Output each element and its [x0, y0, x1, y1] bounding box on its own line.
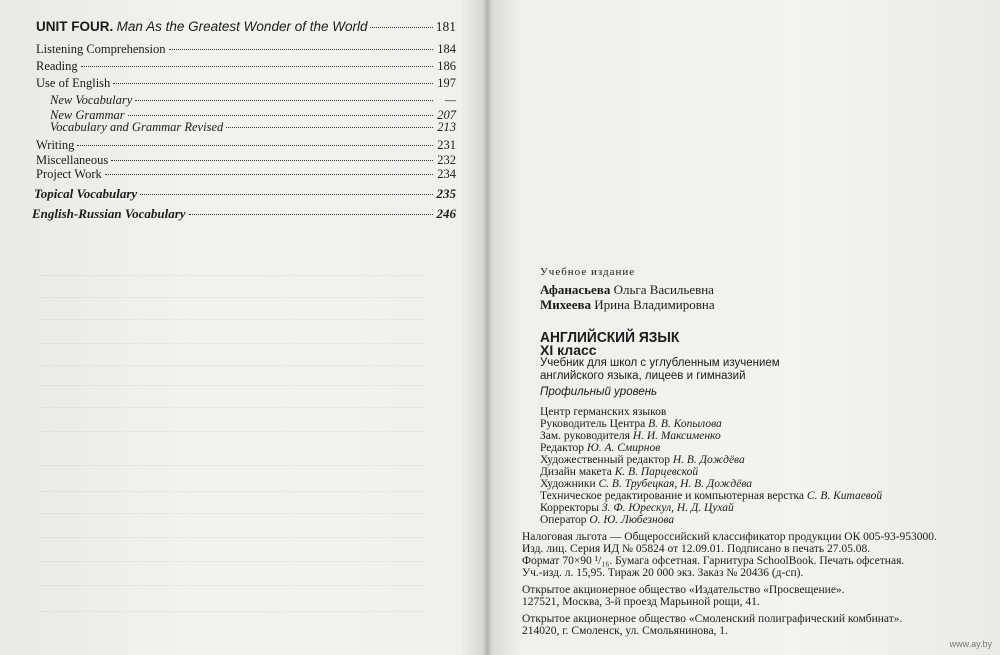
publisher-line-1: Открытое акционерное общество «Издательство «Просвещение». [522, 584, 845, 596]
toc-item [36, 42, 456, 56]
toc-leader [128, 115, 433, 116]
credit-line [540, 454, 745, 466]
author-2-surname: Михеева [540, 297, 591, 312]
credit-line [540, 466, 698, 478]
book-level: Профильный уровень [540, 386, 658, 398]
credit-role: Художники [540, 478, 596, 490]
author-2 [540, 297, 715, 313]
toc-leader [113, 83, 433, 84]
toc-leader [140, 194, 433, 195]
toc-item-label: Reading [36, 59, 78, 73]
site-watermark: www.ay.by [949, 639, 992, 649]
tax-line: Налоговая льгота — Общероссийский классификатор продукции ОК 005-93-953000. [522, 531, 937, 543]
credit-line [540, 478, 752, 490]
author-1-name: Ольга Васильевна [613, 282, 714, 297]
credit-line [540, 430, 721, 442]
license-line: Изд. лиц. Серия ИД № 05824 от 12.09.01. Подписано в печать 27.05.08. [522, 543, 871, 555]
credit-name: С. В. Трубецкая, Н. В. Дождёва [598, 478, 752, 490]
toc-leader [226, 127, 433, 128]
credit-line [540, 514, 674, 526]
credit-role: Редактор [540, 442, 584, 454]
toc-leader [81, 66, 433, 67]
toc-english-russian-vocabulary [32, 207, 456, 221]
format-line: Формат 70×90 ¹/₁₆. Бумага офсетная. Гарнитура SchoolBook. Печать офсетная. [522, 555, 905, 567]
toc-page-number: 197 [437, 76, 456, 90]
publisher-line-2: 127521, Москва, 3-й проезд Марьиной рощи, 41. [522, 596, 760, 608]
toc-subitem [50, 120, 456, 134]
credit-name: С. В. Китаевой [806, 490, 883, 502]
credit-line [540, 490, 882, 502]
toc-leader [77, 145, 433, 146]
toc-page-number: 181 [435, 19, 456, 34]
toc-page-number: 184 [437, 42, 456, 56]
toc-leader [105, 174, 433, 175]
toc-subitem-label: Vocabulary and Grammar Revised [50, 120, 224, 134]
toc-unit-title: Man As the Greatest Wonder of the World [116, 19, 368, 34]
credit-line [540, 442, 660, 454]
toc-page-number: 186 [437, 59, 456, 73]
toc-page-number: 213 [437, 120, 456, 134]
credit-role: Руководитель Центра [540, 418, 646, 430]
toc-leader [111, 160, 433, 161]
book-description-line-1: Учебник для школ с углубленным изучением [540, 357, 780, 369]
toc-page-number: 232 [437, 153, 456, 167]
credit-role: Художественный редактор [540, 454, 670, 466]
credit-role: Центр германских языков [540, 406, 667, 418]
toc-item-label: English-Russian Vocabulary [32, 206, 186, 221]
contents-page [0, 0, 484, 655]
author-1-surname: Афанасьева [540, 282, 611, 297]
credit-name: Ю. А. Смирнов [586, 442, 661, 454]
toc-item-label: Writing [36, 138, 75, 152]
toc-page-number: 235 [436, 186, 456, 201]
toc-page-number: 207 [437, 108, 456, 122]
toc-item-label: Project Work [36, 167, 102, 181]
toc-item [36, 138, 456, 152]
author-2-name: Ирина Владимировна [594, 297, 715, 312]
print-run-line: Уч.-изд. л. 15,95. Тираж 20 000 экз. Заказ № 20436 (д-сп). [522, 567, 804, 579]
book-description-line-2: английского языка, лицеев и гимназий [540, 370, 746, 382]
credit-name: Н. И. Максименко [632, 430, 721, 442]
credit-role: Корректоры [540, 502, 599, 514]
toc-subitem-label: New Vocabulary [50, 93, 133, 107]
toc-unit-label: UNIT FOUR. [36, 19, 114, 34]
book-title: АНГЛИЙСКИЙ ЯЗЫК [540, 330, 680, 346]
edition-type: Учебное издание [540, 266, 636, 278]
toc-leader [189, 214, 433, 215]
toc-subitem [50, 93, 456, 107]
book-grade: XI класс [540, 342, 597, 358]
credit-name: З. Ф. Юрескул, Н. Д. Цухай [601, 502, 734, 514]
credit-name: К. В. Парцевской [614, 466, 699, 478]
credit-line [540, 418, 722, 430]
credit-role: Зам. руководителя [540, 430, 630, 442]
toc-leader [370, 27, 432, 28]
credit-role: Дизайн макета [540, 466, 612, 478]
toc-subitem-label: New Grammar [50, 108, 125, 122]
credit-role: Оператор [540, 514, 587, 526]
toc-item-label: Listening Comprehension [36, 42, 166, 56]
credit-name: О. Ю. Любезнова [589, 514, 675, 526]
credit-role: Техническое редактирование и компьютерная верстка [540, 490, 805, 502]
toc-page-number: 231 [437, 138, 456, 152]
author-1 [540, 282, 714, 298]
toc-page-number: 246 [436, 206, 456, 221]
toc-unit-four [36, 20, 456, 34]
credit-line [540, 406, 666, 418]
toc-item-label: Topical Vocabulary [34, 186, 138, 201]
toc-item [36, 76, 456, 90]
toc-item [36, 153, 456, 167]
credit-line [540, 502, 734, 514]
toc-item [36, 59, 456, 73]
toc-leader [135, 100, 433, 101]
toc-item [36, 167, 456, 181]
credit-name: Н. В. Дождёва [672, 454, 745, 466]
toc-page-number: 234 [437, 167, 456, 181]
toc-leader [169, 49, 434, 50]
credit-name: В. В. Копылова [648, 418, 722, 430]
toc-page-number: — [444, 93, 456, 107]
printer-line-1: Открытое акционерное общество «Смоленский полиграфический комбинат». [522, 613, 903, 625]
toc-topical-vocabulary [34, 187, 456, 201]
toc-item-label: Miscellaneous [36, 153, 109, 167]
toc-item-label: Use of English [36, 76, 111, 90]
printer-line-2: 214020, г. Смоленск, ул. Смольянинова, 1. [522, 625, 728, 637]
